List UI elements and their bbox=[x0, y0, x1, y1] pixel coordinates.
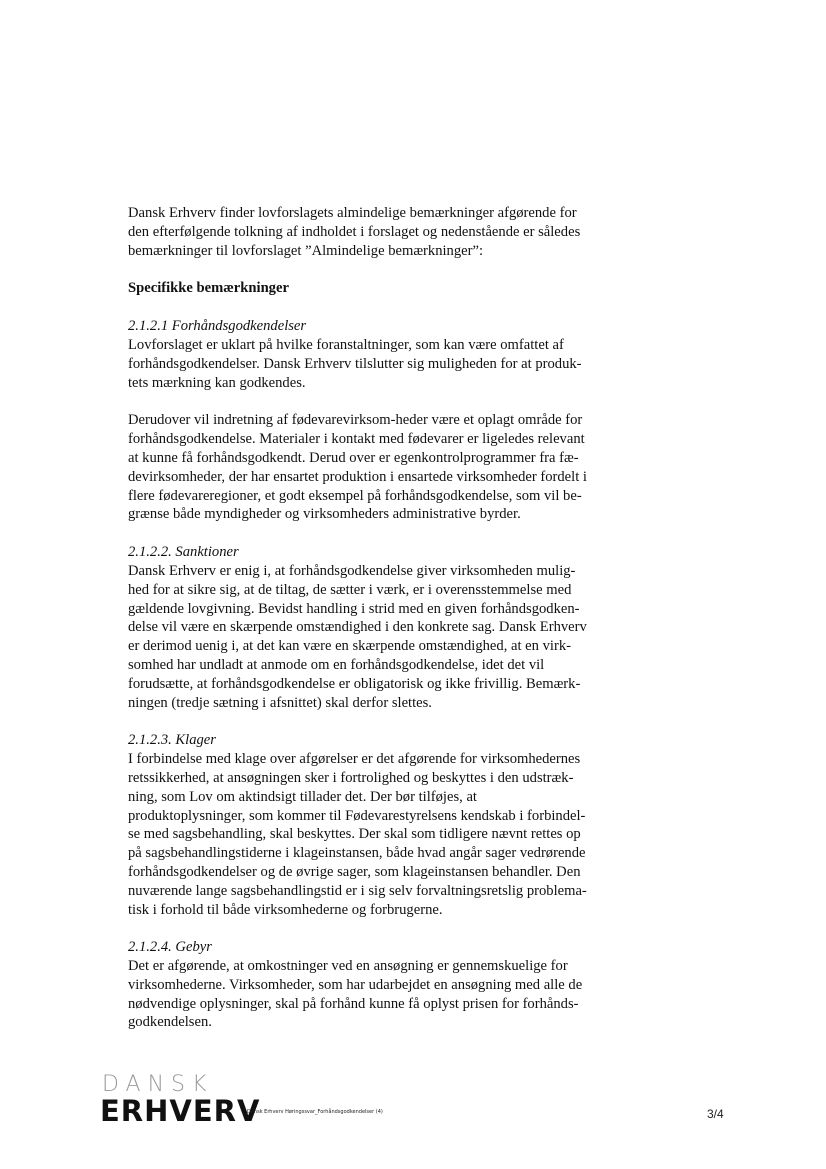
paragraph bbox=[128, 336, 638, 392]
intro-paragraph bbox=[128, 204, 638, 260]
paragraph bbox=[128, 562, 638, 712]
text-line: forhåndsgodkendelser. Dansk Erhverv tilslutter sig muligheden for at produk- bbox=[128, 355, 582, 372]
text-line: somhed har undladt at anmode om en forhåndsgodkendelse, idet det vil bbox=[128, 656, 545, 673]
text-line: er derimod uenig i, at det kan være en skærpende omstændighed, at en virk- bbox=[128, 638, 571, 655]
text-line: virksomhederne. Virksomheder, som har udarbejdet en ansøgning med alle de bbox=[128, 976, 583, 993]
section-title: 2.1.2.2. Sanktioner bbox=[128, 544, 239, 561]
text-line: tets mærkning kan godkendes. bbox=[128, 374, 306, 391]
logo-text-bottom: ERHVERV bbox=[100, 1094, 261, 1128]
text-line: den efterfølgende tolkning af indholdet i forslaget og nedenstående er således bbox=[128, 223, 581, 240]
text-line: nuværende lange sagsbehandlingstid er i sig selv forvaltningsretslig problema- bbox=[128, 882, 587, 899]
paragraph bbox=[128, 411, 638, 524]
page-number: 3/4 bbox=[707, 1107, 724, 1121]
dansk-erhverv-logo bbox=[100, 1072, 260, 1126]
text-line: Lovforslaget er uklart på hvilke foranstaltninger, som kan være omfattet af bbox=[128, 336, 564, 353]
text-line: produktoplysninger, som kommer til Fødevarestyrelsens kendskab i forbindel- bbox=[128, 807, 586, 824]
text-line: Det er afgørende, at omkostninger ved en ansøgning er gennemskuelige for bbox=[128, 958, 568, 975]
text-line: I forbindelse med klage over afgørelser er det afgørende for virksomhedernes bbox=[128, 751, 581, 768]
section-title: 2.1.2.1 Forhåndsgodkendelser bbox=[128, 318, 307, 335]
footer-file-name: Dansk Erhverv Høringssvar_Forhåndsgodkendelser (4) bbox=[247, 1109, 383, 1115]
text-line: forhåndsgodkendelser og de øvrige sager, som klageinstansen behandler. Den bbox=[128, 863, 581, 880]
text-line: flere fødevareregioner, et godt eksempel på forhåndsgodkendelse, som vil be- bbox=[128, 487, 582, 504]
section-gebyr bbox=[128, 938, 638, 1032]
text-line: på sagsbehandlingstiderne i klageinstansen, både hvad angår sager vedrørende bbox=[128, 845, 586, 862]
section-title: 2.1.2.3. Klager bbox=[128, 732, 216, 749]
text-line: ningen (tredje sætning i afsnittet) skal derfor slettes. bbox=[128, 694, 432, 711]
text-line: retssikkerhed, at ansøgningen sker i fortrolighed og beskyttes i den udstræk- bbox=[128, 769, 574, 786]
text-line: delse vil være en skærpende omstændighed i den konkrete sag. Dansk Erhverv bbox=[128, 619, 587, 636]
paragraph bbox=[128, 750, 638, 919]
logo-text-top: DANSK bbox=[102, 1072, 214, 1097]
text-line: Derudover vil indretning af fødevarevirksom-heder være et oplagt område for bbox=[128, 412, 583, 429]
text-line: ning, som Lov om aktindsigt tillader det. Der bør tilføjes, at bbox=[128, 788, 477, 805]
document-body bbox=[128, 204, 638, 1051]
text-line: se med sagsbehandling, skal beskyttes. Der skal som tidligere nævnt rettes op bbox=[128, 826, 581, 843]
section-title: 2.1.2.4. Gebyr bbox=[128, 939, 212, 956]
text-line: nødvendige oplysninger, skal på forhånd kunne få oplyst prisen for forhånds- bbox=[128, 995, 579, 1012]
text-line: hed for at sikre sig, at de tiltag, de sætter i værk, er i overensstemmelse med bbox=[128, 581, 572, 598]
text-line: grænse både myndigheder og virksomheders administrative byrder. bbox=[128, 506, 521, 523]
text-line: forhåndsgodkendelse. Materialer i kontakt med fødevarer er ligeledes relevant bbox=[128, 431, 585, 448]
section-sanktioner bbox=[128, 543, 638, 712]
text-line: devirksomheder, der har ensartet produktion i ensartede virksomheder fordelt i bbox=[128, 468, 587, 485]
paragraph bbox=[128, 957, 638, 1032]
text-line: godkendelsen. bbox=[128, 1014, 212, 1031]
section-heading: Specifikke bemærkninger bbox=[128, 280, 289, 297]
text-line: at kunne få forhåndsgodkendt. Derud over er egenkontrolprogrammer fra fæ- bbox=[128, 449, 579, 466]
text-line: Dansk Erhverv er enig i, at forhåndsgodkendelse giver virksomheden mulig- bbox=[128, 562, 576, 579]
text-line: tisk i forhold til både virksomhederne og forbrugerne. bbox=[128, 901, 443, 918]
section-klager bbox=[128, 731, 638, 919]
text-line: gældende lovgivning. Bevidst handling i strid med en given forhåndsgodken- bbox=[128, 600, 580, 617]
text-line: Dansk Erhverv finder lovforslagets almindelige bemærkninger afgørende for bbox=[128, 205, 577, 221]
text-line: forudsætte, at forhåndsgodkendelse er obligatorisk og ikke frivillig. Bemærk- bbox=[128, 675, 581, 692]
text-line: bemærkninger til lovforslaget ”Almindelige bemærkninger”: bbox=[128, 242, 484, 259]
section-forhaandsgodkendelser bbox=[128, 317, 638, 524]
